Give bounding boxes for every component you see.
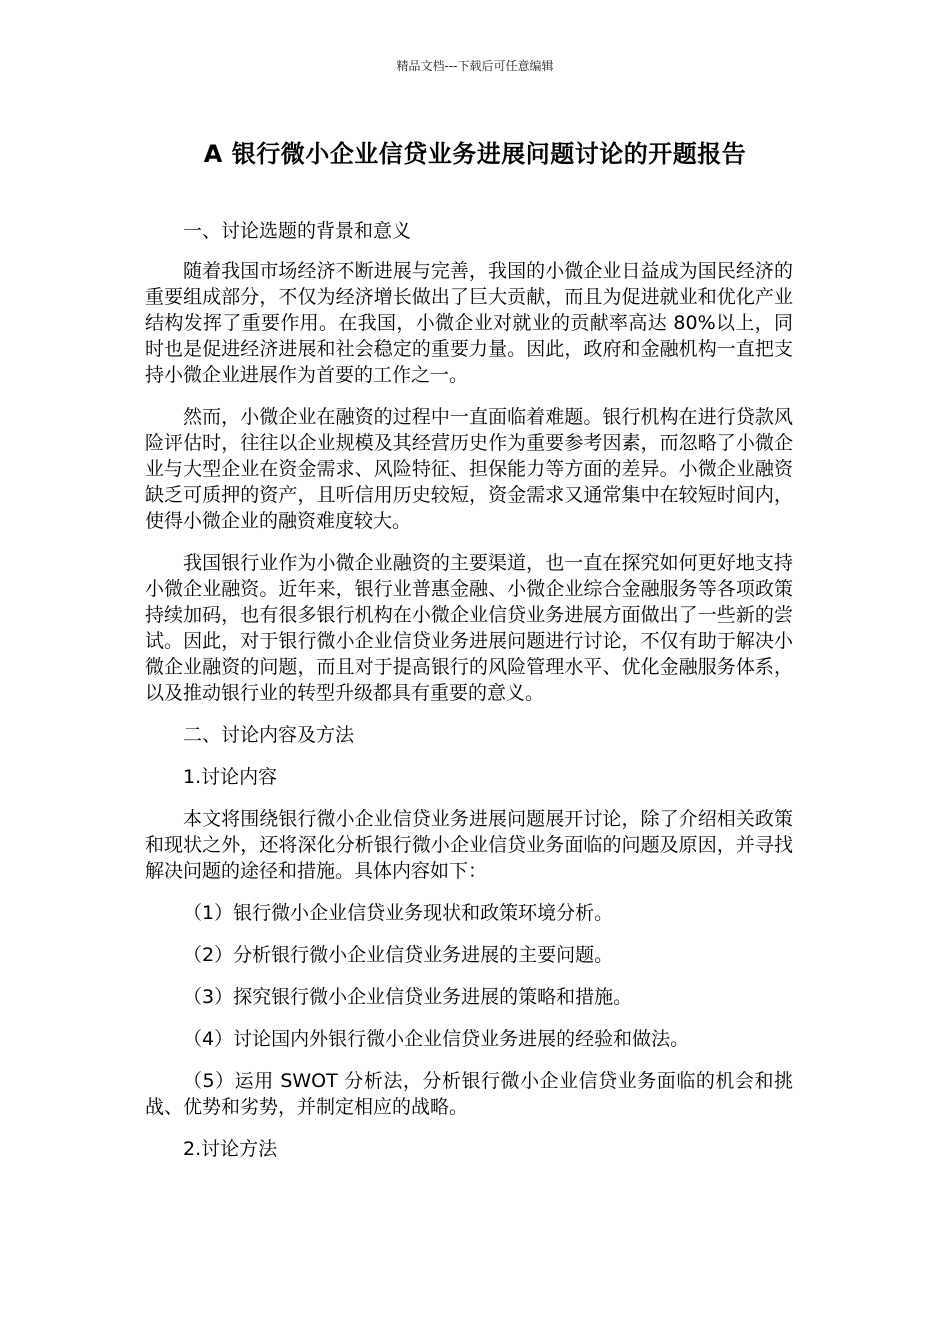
- paragraph-content-intro: 本文将围绕银行微小企业信贷业务进展问题展开讨论，除了介绍相关政策和现状之外，还将深化分析银行微小企业信贷业务面临的问题及原因，并寻找解决问题的途径和措施。具体内容如下：: [145, 808, 793, 882]
- paragraph-background-3: 我国银行业作为小微企业融资的主要渠道，也一直在探究如何更好地支持小微企业融资。近年来，银行业普惠金融、小微企业综合金融服务等各项政策持续加码，也有很多银行机构在小微企业信贷业务进展方面做出了一些新的尝试。因此，对于银行微小企业信贷业务进展问题进行讨论，不仅有助于解决小微企业融资的问题，而且对于提高银行的风险管理水平、优化金融服务体系，以及推动银行业的转型升级都具有重要的意义。: [145, 552, 793, 704]
- list-item: （4）讨论国内外银行微小企业信贷业务进展的经验和做法。: [183, 1028, 690, 1050]
- list-item: （3）探究银行微小企业信贷业务进展的策略和措施。: [183, 986, 633, 1008]
- list-item: （2）分析银行微小企业信贷业务进展的主要问题。: [183, 944, 614, 966]
- subheading-method: 2.讨论方法: [183, 1138, 278, 1160]
- list-item: （1）银行微小企业信贷业务现状和政策环境分析。: [183, 902, 614, 924]
- section-heading-content-method: 二、讨论内容及方法: [183, 724, 355, 746]
- document-body: [145, 218, 793, 1162]
- page-header-watermark: 精品文档---下载后可任意编辑: [396, 59, 554, 73]
- subheading-content: 1.讨论内容: [183, 766, 278, 788]
- list-item: （5）运用 SWOT 分析法，分析银行微小企业信贷业务面临的机会和挑战、优势和劣势，并制定相应的战略。: [145, 1070, 793, 1118]
- section-heading-background: 一、讨论选题的背景和意义: [183, 220, 412, 242]
- document-title: A 银行微小企业信贷业务进展问题讨论的开题报告: [203, 140, 747, 168]
- paragraph-background-2: 然而，小微企业在融资的过程中一直面临着难题。银行机构在进行贷款风险评估时，往往以企业规模及其经营历史作为重要参考因素，而忽略了小微企业与大型企业在资金需求、风险特征、担保能力等方面的差异。小微企业融资缺乏可质押的资产，且听信用历史较短，资金需求又通常集中在较短时间内，使得小微企业的融资难度较大。: [145, 406, 793, 532]
- paragraph-background-1: 随着我国市场经济不断进展与完善，我国的小微企业日益成为国民经济的重要组成部分，不仅为经济增长做出了巨大贡献，而且为促进就业和优化产业结构发挥了重要作用。在我国，小微企业对就业的贡献率高达 80%以上，同时也是促进经济进展和社会稳定的重要力量。因此，政府和金融机构一直把支持小微企业进展作为首要的工作之一。: [145, 260, 793, 386]
